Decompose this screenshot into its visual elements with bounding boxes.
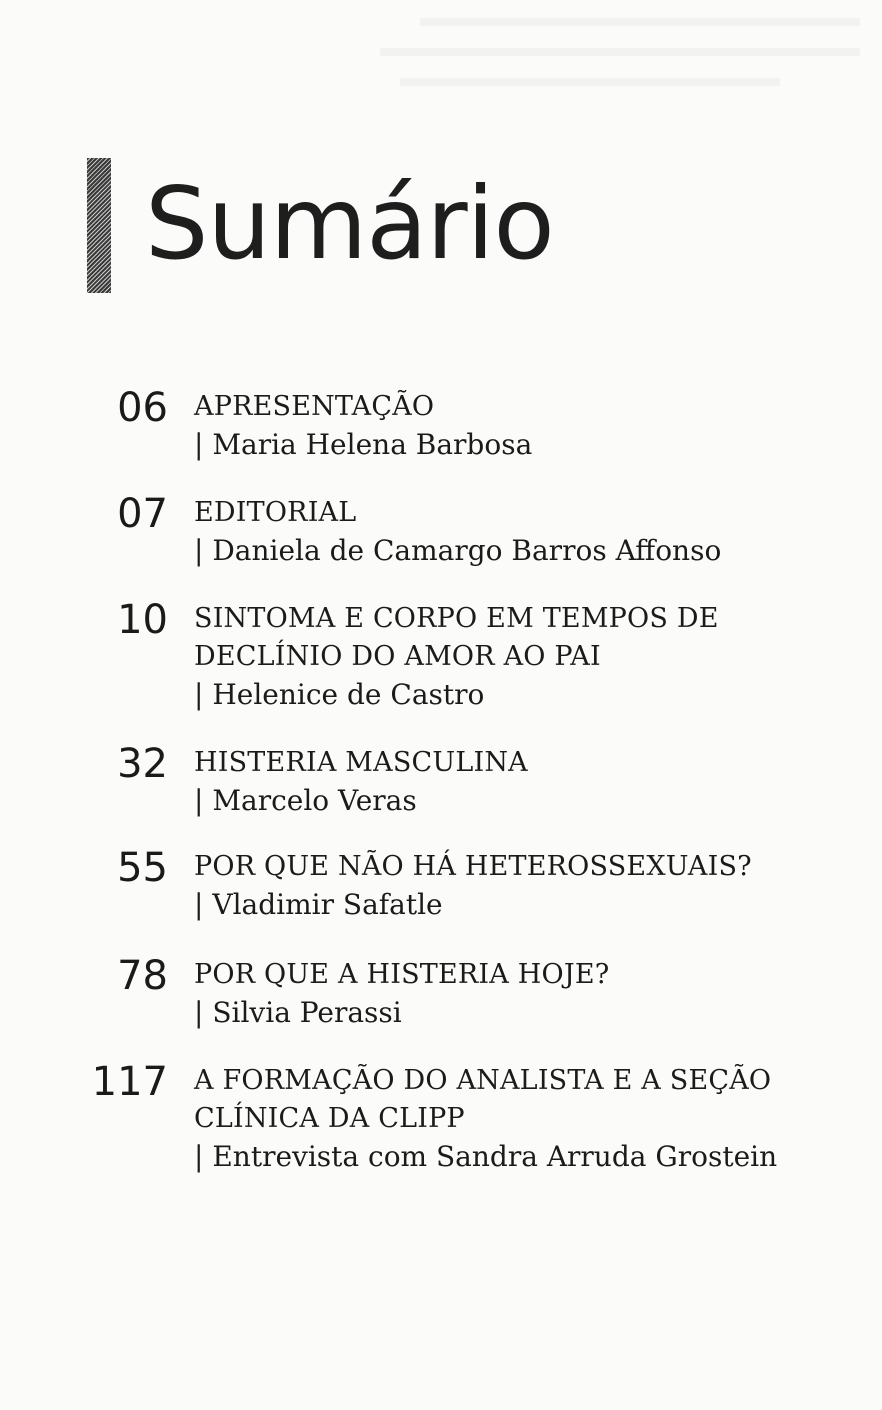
toc-page-number: 117 (91, 1059, 168, 1105)
toc-title: APRESENTAÇÃO (194, 391, 435, 422)
toc-title: EDITORIAL (194, 497, 357, 528)
toc-author: | Entrevista com Sandra Arruda Grostein (194, 1138, 777, 1176)
toc-page-number: 06 (117, 385, 168, 431)
toc-author: | Daniela de Camargo Barros Affonso (194, 532, 721, 570)
toc-author: | Helenice de Castro (194, 676, 719, 714)
toc-author: | Maria Helena Barbosa (194, 426, 532, 464)
toc-title: POR QUE A HISTERIA HOJE? (194, 959, 610, 990)
toc-page-number: 07 (117, 491, 168, 537)
toc-title: A FORMAÇÃO DO ANALISTA E A SEÇÃO (194, 1065, 772, 1096)
heading-accent-bar (87, 158, 111, 293)
page-title: Sumário (145, 165, 554, 282)
show-through-text (380, 8, 880, 98)
toc-page-number: 10 (117, 597, 168, 643)
toc-page-number: 55 (117, 845, 168, 891)
toc-title: SINTOMA E CORPO EM TEMPOS DE (194, 603, 719, 634)
toc-title: POR QUE NÃO HÁ HETEROSSEXUAIS? (194, 851, 752, 882)
toc-page-number: 78 (117, 953, 168, 999)
toc-author: | Silvia Perassi (194, 994, 609, 1032)
toc-page-number: 32 (117, 741, 168, 787)
toc-title: HISTERIA MASCULINA (194, 747, 528, 778)
toc-author: | Vladimir Safatle (194, 886, 752, 924)
toc-title-continued: DECLÍNIO DO AMOR AO PAI (194, 641, 601, 672)
toc-title-continued: CLÍNICA DA CLIPP (194, 1103, 465, 1134)
toc-author: | Marcelo Veras (194, 782, 528, 820)
